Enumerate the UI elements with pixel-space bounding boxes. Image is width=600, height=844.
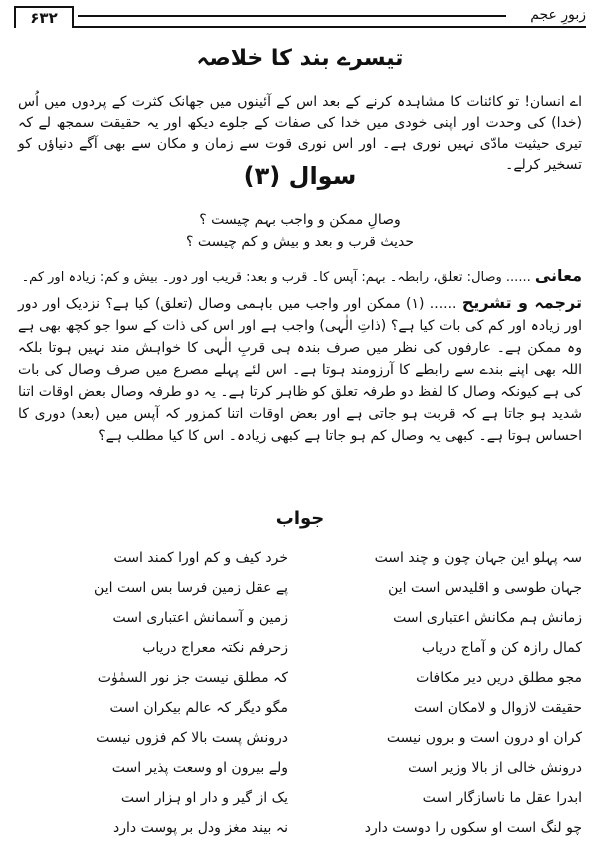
answer-poem	[18, 544, 582, 844]
couplet	[18, 814, 582, 844]
couplet-second-line: نہ بیند مغز ودل بر پوست دارد	[113, 820, 288, 836]
header-line	[78, 15, 506, 17]
couplet-first-line: زمانش ہم مکانش اعتباری است	[393, 610, 582, 626]
section-title: تیسرے بند کا خلاصہ	[196, 46, 404, 71]
couplet-first-line: کران او درون است و بروں نیست	[386, 730, 582, 746]
answer-heading: جواب	[275, 508, 325, 529]
couplet-first-line: چو لنگ است او سکوں را دوست دارد	[364, 820, 582, 836]
couplet	[18, 694, 582, 724]
running-title: زبورِ عجم	[530, 7, 586, 23]
couplet-second-line: خرد کیف و کم اورا کمند است	[113, 550, 288, 566]
meanings-label: معانی	[534, 266, 582, 285]
couplet-first-line: جہان طوسی و اقلیدس است این	[388, 580, 582, 596]
couplet	[18, 784, 582, 814]
meanings-text: ...... وصال: تعلق، رابطہ۔ بہم: آپس کا۔ قرب و بعد: قریب اور دور۔ بیش و کم: زیادہ اور کم۔	[21, 270, 531, 285]
couplet-second-line: ولے بیرون او وسعت پذیر است	[111, 760, 288, 776]
header-rule	[14, 26, 586, 28]
question-heading: سوال (۳)	[243, 162, 357, 190]
couplet-second-line: یک از گیر و دار او ہزار است	[120, 790, 288, 806]
couplet	[18, 664, 582, 694]
page-header	[14, 6, 586, 28]
word-meanings	[18, 266, 582, 288]
couplet-first-line: مجو مطلق دریں دیر مکافات	[416, 670, 582, 686]
question-line-1: وصالِ ممکن و واجب بہم چیست ؟	[199, 212, 401, 228]
couplet	[18, 544, 582, 574]
couplet-first-line: کمال رازہ کن و آماج دریاب	[421, 640, 582, 656]
couplet-second-line: مگو دیگر کہ عالم بیکران است	[109, 700, 288, 716]
translation-label: ترجمہ و تشریح	[461, 293, 582, 312]
couplet-first-line: حقیقت لازوال و لامکان است	[413, 700, 582, 716]
translation-paragraph	[18, 292, 582, 447]
couplet	[18, 574, 582, 604]
summary-paragraph: اے انسان! تو کائنات کا مشاہدہ کرنے کے بعد اس کے آئینوں میں جھانک کثرت کے پردوں میں اُس (خدا) کی وحدت اور اپنی خودی میں خدا کی صفات کے جلوے دیکھ اور یہ حقیقت سمجھ لے کہ تیری حیثیت مادّی نہیں نوری ہے۔ اور اس نوری قوت سے زمان و مکان سے بھی آگے دنیاؤں کو تسخیر کرلے۔	[18, 94, 582, 173]
couplet	[18, 634, 582, 664]
couplet	[18, 604, 582, 634]
couplet	[18, 754, 582, 784]
couplet-first-line: درونش خالی از بالا وزیر است	[408, 760, 582, 776]
couplet-first-line: سہ پہلو این جہان چون و چند است	[374, 550, 582, 566]
couplet-first-line: ابدرا عقل ما ناسازگار است	[422, 790, 582, 806]
couplet-second-line: زمین و آسمانش اعتباری است	[112, 610, 288, 626]
question-line-2: حدیث قرب و بعد و بیش و کم چیست ؟	[185, 234, 415, 250]
couplet	[18, 724, 582, 754]
page-number: ۶۳۲	[14, 6, 74, 28]
couplet-second-line: درونش پست بالا کم فزوں نیست	[96, 730, 288, 746]
couplet-second-line: زحرفم نکتہ معراج دریاب	[142, 640, 288, 656]
couplet-second-line: پے عقل زمین فرسا بس است این	[94, 580, 288, 596]
translation-text: ...... (۱) ممکن اور واجب میں باہمی وصال (تعلق) کیا ہے؟ نزدیک اور دور اور زیادہ اور کم کی بات کیا ہے؟ (ذاتِ الٰہی) واجب ہے اور اس کی ذات کے سوا جو کچھ بھی ہے وہ ممکن ہے۔ عارفوں کی نظر میں صرف بندہ ہی قربِ الٰہی کا خواہش مند نہیں ہوتا بلکہ اللہ بھی اپنے بندے سے رابطے کا آرزومند ہوتا ہے۔ اس لئے پہلے مصرع میں صرف وصال کی بات کی ہے کیونکہ وصال کا لفظ دو طرفہ تعلق کو ظاہر کرتا ہے۔ یہ دو طرفہ وصال بعض اوقات اتنا شدید ہو جاتا ہے کہ قربت ہو جاتی ہے اور بعض اوقات اتنا کمزور کہ آپس میں (بعد) دوری کا احساس ہوتا ہے۔ کبھی یہ وصال کم ہو جاتا ہے کبھی زیادہ۔ اس کا کیا مطلب ہے؟	[18, 296, 582, 444]
couplet-second-line: کہ مطلق نیست جز نور السمٰوٰت	[97, 670, 288, 686]
